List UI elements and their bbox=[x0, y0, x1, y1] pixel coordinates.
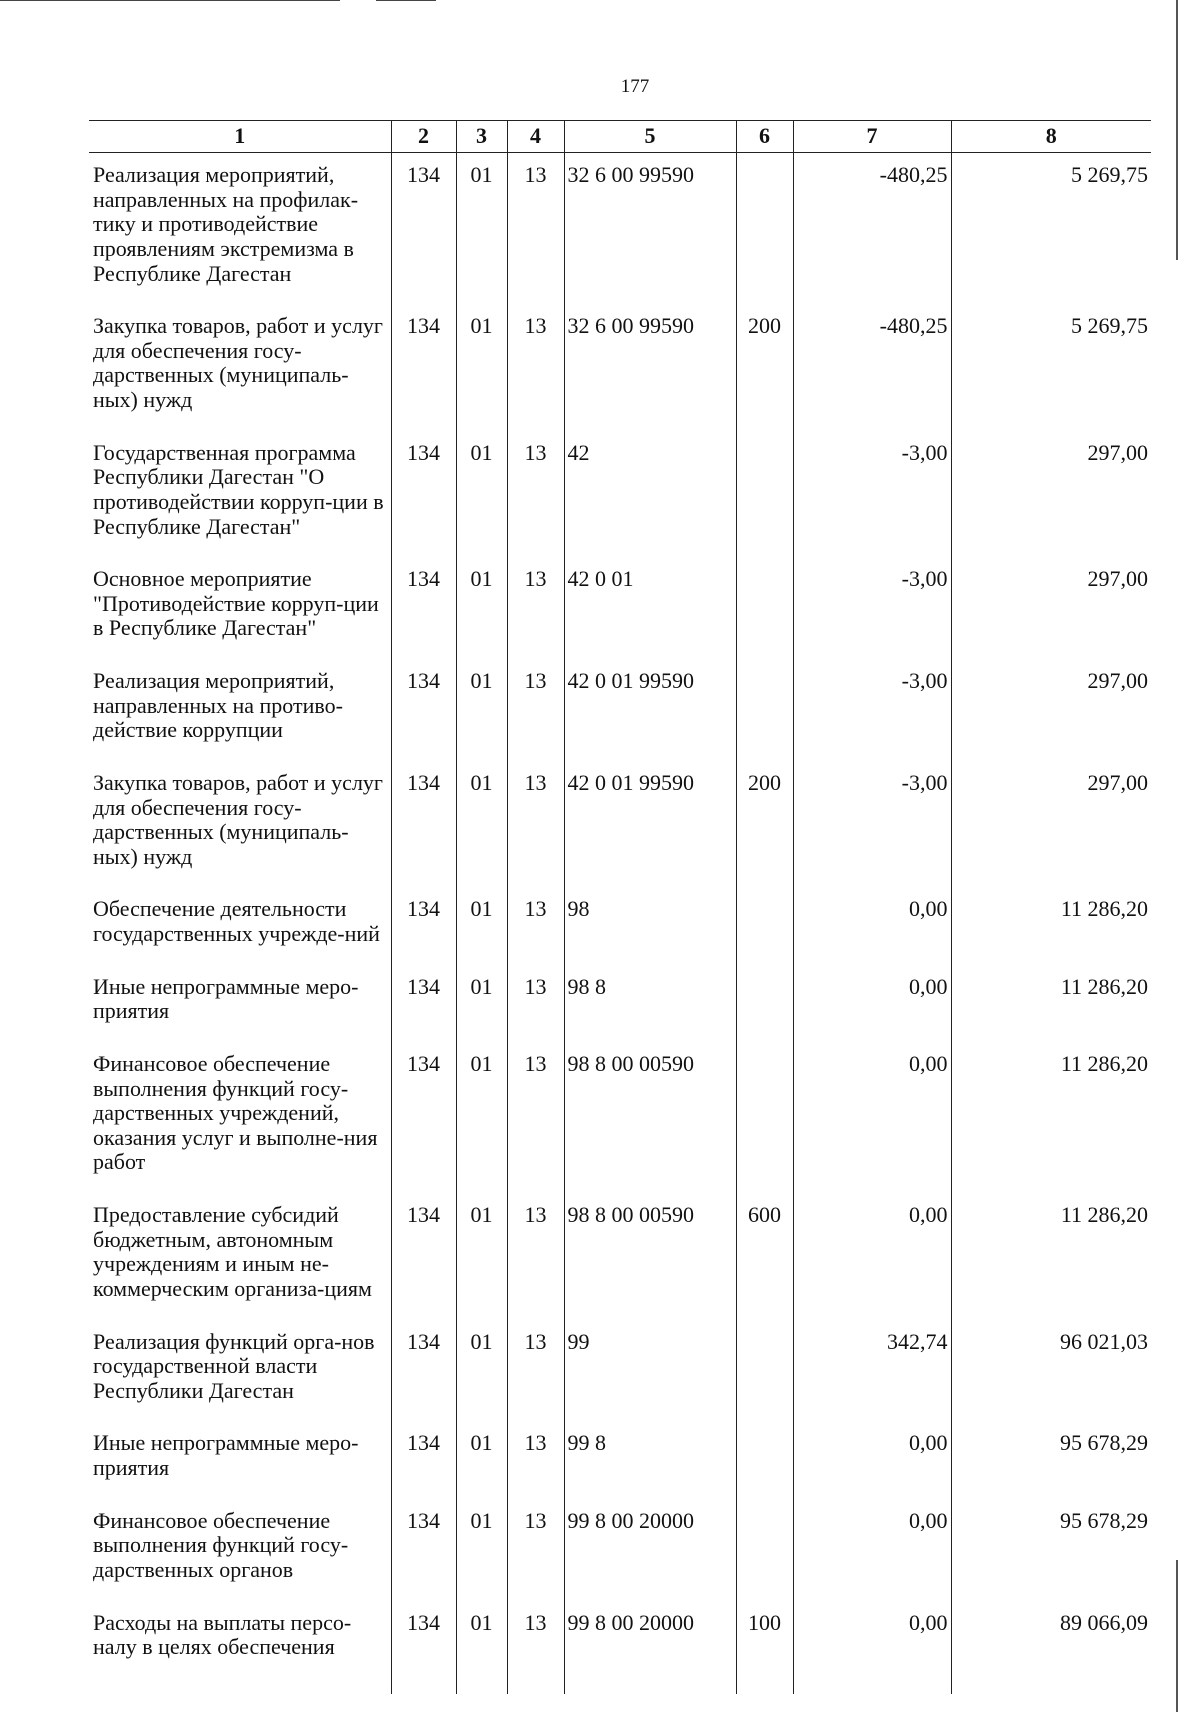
page-number: 177 bbox=[620, 76, 650, 97]
expense-name-cell: Основное мероприятие "Противодействие корруп-ции в Республике Дагестан" bbox=[93, 566, 379, 641]
ministry-code-cell: 134 bbox=[391, 1320, 456, 1422]
expense-type-cell: 200 bbox=[736, 304, 793, 431]
total-amount-cell: 11 286,20 bbox=[951, 965, 1151, 1042]
section-code-cell: 01 bbox=[456, 887, 507, 964]
subsection-code-cell: 13 bbox=[507, 431, 564, 558]
section-code-cell: 01 bbox=[456, 557, 507, 659]
target-article-cell: 42 0 01 99590 bbox=[564, 761, 736, 888]
change-amount-cell: 0,00 bbox=[793, 1499, 951, 1601]
ministry-code-cell: 134 bbox=[391, 557, 456, 659]
table-row bbox=[89, 965, 1151, 1042]
header-row bbox=[89, 121, 1151, 153]
subsection-code-cell: 13 bbox=[507, 761, 564, 888]
table-row bbox=[89, 1499, 1151, 1601]
section-code-cell: 01 bbox=[456, 1499, 507, 1601]
expense-name-cell: Закупка товаров, работ и услуг для обеспечения госу-дарственных (муниципаль-ных) нужд bbox=[93, 769, 383, 869]
table-row bbox=[89, 1421, 1151, 1498]
expense-type-cell bbox=[736, 1042, 793, 1193]
total-amount-cell: 297,00 bbox=[951, 431, 1151, 558]
expense-type-cell bbox=[736, 557, 793, 659]
ministry-code-cell: 134 bbox=[391, 887, 456, 964]
column-header-3: 3 bbox=[456, 121, 507, 153]
table-row bbox=[89, 887, 1151, 964]
target-article-cell: 32 6 00 99590 bbox=[564, 153, 736, 305]
expense-name-cell: Предоставление субсидий бюджетным, автономным учреждениям и иным не-коммерческим организа-циям bbox=[93, 1202, 372, 1301]
subsection-code-cell: 13 bbox=[507, 965, 564, 1042]
total-amount-cell: 11 286,20 bbox=[951, 1193, 1151, 1320]
column-header-4: 4 bbox=[507, 121, 564, 153]
subsection-code-cell: 13 bbox=[507, 153, 564, 305]
target-article-cell: 98 8 00 00590 bbox=[564, 1042, 736, 1193]
ministry-code-cell: 134 bbox=[391, 1601, 456, 1694]
change-amount-cell: -3,00 bbox=[793, 557, 951, 659]
change-amount-cell: -3,00 bbox=[793, 431, 951, 558]
subsection-code-cell: 13 bbox=[507, 1499, 564, 1601]
section-code-cell: 01 bbox=[456, 1421, 507, 1498]
change-amount-cell: 0,00 bbox=[793, 887, 951, 964]
section-code-cell: 01 bbox=[456, 1042, 507, 1193]
expense-name-cell: Реализация мероприятий, направленных на противо-действие коррупции bbox=[93, 668, 343, 743]
scan-top-rule bbox=[0, 0, 340, 1]
expense-type-cell: 600 bbox=[736, 1193, 793, 1320]
subsection-code-cell: 13 bbox=[507, 1421, 564, 1498]
ministry-code-cell: 134 bbox=[391, 761, 456, 888]
expense-type-cell bbox=[736, 1499, 793, 1601]
target-article-cell: 99 8 00 20000 bbox=[564, 1499, 736, 1601]
column-header-5: 5 bbox=[564, 121, 736, 153]
subsection-code-cell: 13 bbox=[507, 557, 564, 659]
table-row bbox=[89, 1320, 1151, 1422]
subsection-code-cell: 13 bbox=[507, 887, 564, 964]
subsection-code-cell: 13 bbox=[507, 1042, 564, 1193]
table-row bbox=[89, 1193, 1151, 1320]
total-amount-cell: 5 269,75 bbox=[951, 304, 1151, 431]
ministry-code-cell: 134 bbox=[391, 153, 456, 305]
target-article-cell: 32 6 00 99590 bbox=[564, 304, 736, 431]
target-article-cell: 98 bbox=[564, 887, 736, 964]
expense-name-cell: Реализация функций орга-нов государственной власти Республики Дагестан bbox=[93, 1328, 375, 1403]
expense-type-cell bbox=[736, 659, 793, 761]
change-amount-cell: -3,00 bbox=[793, 659, 951, 761]
ministry-code-cell: 134 bbox=[391, 965, 456, 1042]
target-article-cell: 98 8 00 00590 bbox=[564, 1193, 736, 1320]
ministry-code-cell: 134 bbox=[391, 1421, 456, 1498]
total-amount-cell: 297,00 bbox=[951, 557, 1151, 659]
section-code-cell: 01 bbox=[456, 1193, 507, 1320]
expense-name-cell: Обеспечение деятельности государственных учрежде-ний bbox=[93, 896, 380, 946]
expense-type-cell bbox=[736, 887, 793, 964]
table-body bbox=[89, 153, 1151, 1694]
section-code-cell: 01 bbox=[456, 1601, 507, 1694]
table-row bbox=[89, 1601, 1151, 1694]
change-amount-cell: -480,25 bbox=[793, 153, 951, 305]
section-code-cell: 01 bbox=[456, 304, 507, 431]
change-amount-cell: -480,25 bbox=[793, 304, 951, 431]
total-amount-cell: 89 066,09 bbox=[951, 1601, 1151, 1694]
column-header-6: 6 bbox=[736, 121, 793, 153]
expense-name-cell: Финансовое обеспечение выполнения функций госу-дарственных учреждений, оказания услуг и выполне-ния работ bbox=[93, 1050, 378, 1175]
change-amount-cell: 0,00 bbox=[793, 1193, 951, 1320]
subsection-code-cell: 13 bbox=[507, 1193, 564, 1320]
subsection-code-cell: 13 bbox=[507, 659, 564, 761]
expense-type-cell bbox=[736, 965, 793, 1042]
expense-type-cell bbox=[736, 153, 793, 305]
ministry-code-cell: 134 bbox=[391, 1042, 456, 1193]
change-amount-cell: 0,00 bbox=[793, 965, 951, 1042]
expense-name-cell: Расходы на выплаты персо-налу в целях обеспечения bbox=[93, 1609, 352, 1660]
expense-type-cell: 100 bbox=[736, 1601, 793, 1694]
table-row bbox=[89, 659, 1151, 761]
table-row bbox=[89, 431, 1151, 558]
total-amount-cell: 297,00 bbox=[951, 659, 1151, 761]
section-code-cell: 01 bbox=[456, 431, 507, 558]
column-header-2: 2 bbox=[391, 121, 456, 153]
budget-table bbox=[89, 120, 1151, 1694]
table-row bbox=[89, 304, 1151, 431]
change-amount-cell: 342,74 bbox=[793, 1320, 951, 1422]
section-code-cell: 01 bbox=[456, 153, 507, 305]
table-row bbox=[89, 1042, 1151, 1193]
total-amount-cell: 11 286,20 bbox=[951, 1042, 1151, 1193]
total-amount-cell: 95 678,29 bbox=[951, 1499, 1151, 1601]
subsection-code-cell: 13 bbox=[507, 1601, 564, 1694]
expense-name-cell: Государственная программа Республики Дагестан "О противодействии корруп-ции в Республике Дагестан" bbox=[93, 439, 384, 539]
target-article-cell: 42 0 01 bbox=[564, 557, 736, 659]
ministry-code-cell: 134 bbox=[391, 1193, 456, 1320]
target-article-cell: 99 8 00 20000 bbox=[564, 1601, 736, 1694]
change-amount-cell: -3,00 bbox=[793, 761, 951, 888]
scan-top-rule bbox=[376, 0, 436, 1]
expense-type-cell bbox=[736, 1320, 793, 1422]
section-code-cell: 01 bbox=[456, 965, 507, 1042]
change-amount-cell: 0,00 bbox=[793, 1421, 951, 1498]
ministry-code-cell: 134 bbox=[391, 659, 456, 761]
total-amount-cell: 5 269,75 bbox=[951, 153, 1151, 305]
table-row bbox=[89, 557, 1151, 659]
subsection-code-cell: 13 bbox=[507, 304, 564, 431]
ministry-code-cell: 134 bbox=[391, 304, 456, 431]
column-header-7: 7 bbox=[793, 121, 951, 153]
scan-right-edge bbox=[1176, 0, 1178, 260]
expense-name-cell: Иные непрограммные меро-приятия bbox=[93, 973, 359, 1024]
target-article-cell: 99 bbox=[564, 1320, 736, 1422]
target-article-cell: 42 0 01 99590 bbox=[564, 659, 736, 761]
expense-name-cell: Реализация мероприятий, направленных на профилак-тику и противодействие проявлениям экстремизма в Республике Дагестан bbox=[93, 162, 359, 286]
change-amount-cell: 0,00 bbox=[793, 1042, 951, 1193]
section-code-cell: 01 bbox=[456, 659, 507, 761]
expense-type-cell bbox=[736, 1421, 793, 1498]
table-row bbox=[89, 153, 1151, 305]
target-article-cell: 98 8 bbox=[564, 965, 736, 1042]
section-code-cell: 01 bbox=[456, 761, 507, 888]
table-row bbox=[89, 761, 1151, 888]
scan-right-edge bbox=[1176, 1560, 1178, 1712]
expense-type-cell: 200 bbox=[736, 761, 793, 888]
expense-name-cell: Иные непрограммные меро-приятия bbox=[93, 1430, 359, 1480]
expense-type-cell bbox=[736, 431, 793, 558]
ministry-code-cell: 134 bbox=[391, 431, 456, 558]
section-code-cell: 01 bbox=[456, 1320, 507, 1422]
total-amount-cell: 297,00 bbox=[951, 761, 1151, 888]
expense-name-cell: Финансовое обеспечение выполнения функций госу-дарственных органов bbox=[93, 1507, 349, 1582]
change-amount-cell: 0,00 bbox=[793, 1601, 951, 1694]
column-header-1: 1 bbox=[89, 121, 391, 153]
total-amount-cell: 11 286,20 bbox=[951, 887, 1151, 964]
column-header-8: 8 bbox=[951, 121, 1151, 153]
total-amount-cell: 95 678,29 bbox=[951, 1421, 1151, 1498]
subsection-code-cell: 13 bbox=[507, 1320, 564, 1422]
target-article-cell: 99 8 bbox=[564, 1421, 736, 1498]
ministry-code-cell: 134 bbox=[391, 1499, 456, 1601]
total-amount-cell: 96 021,03 bbox=[951, 1320, 1151, 1422]
expense-name-cell: Закупка товаров, работ и услуг для обеспечения госу-дарственных (муниципаль-ных) нужд bbox=[93, 313, 383, 412]
target-article-cell: 42 bbox=[564, 431, 736, 558]
